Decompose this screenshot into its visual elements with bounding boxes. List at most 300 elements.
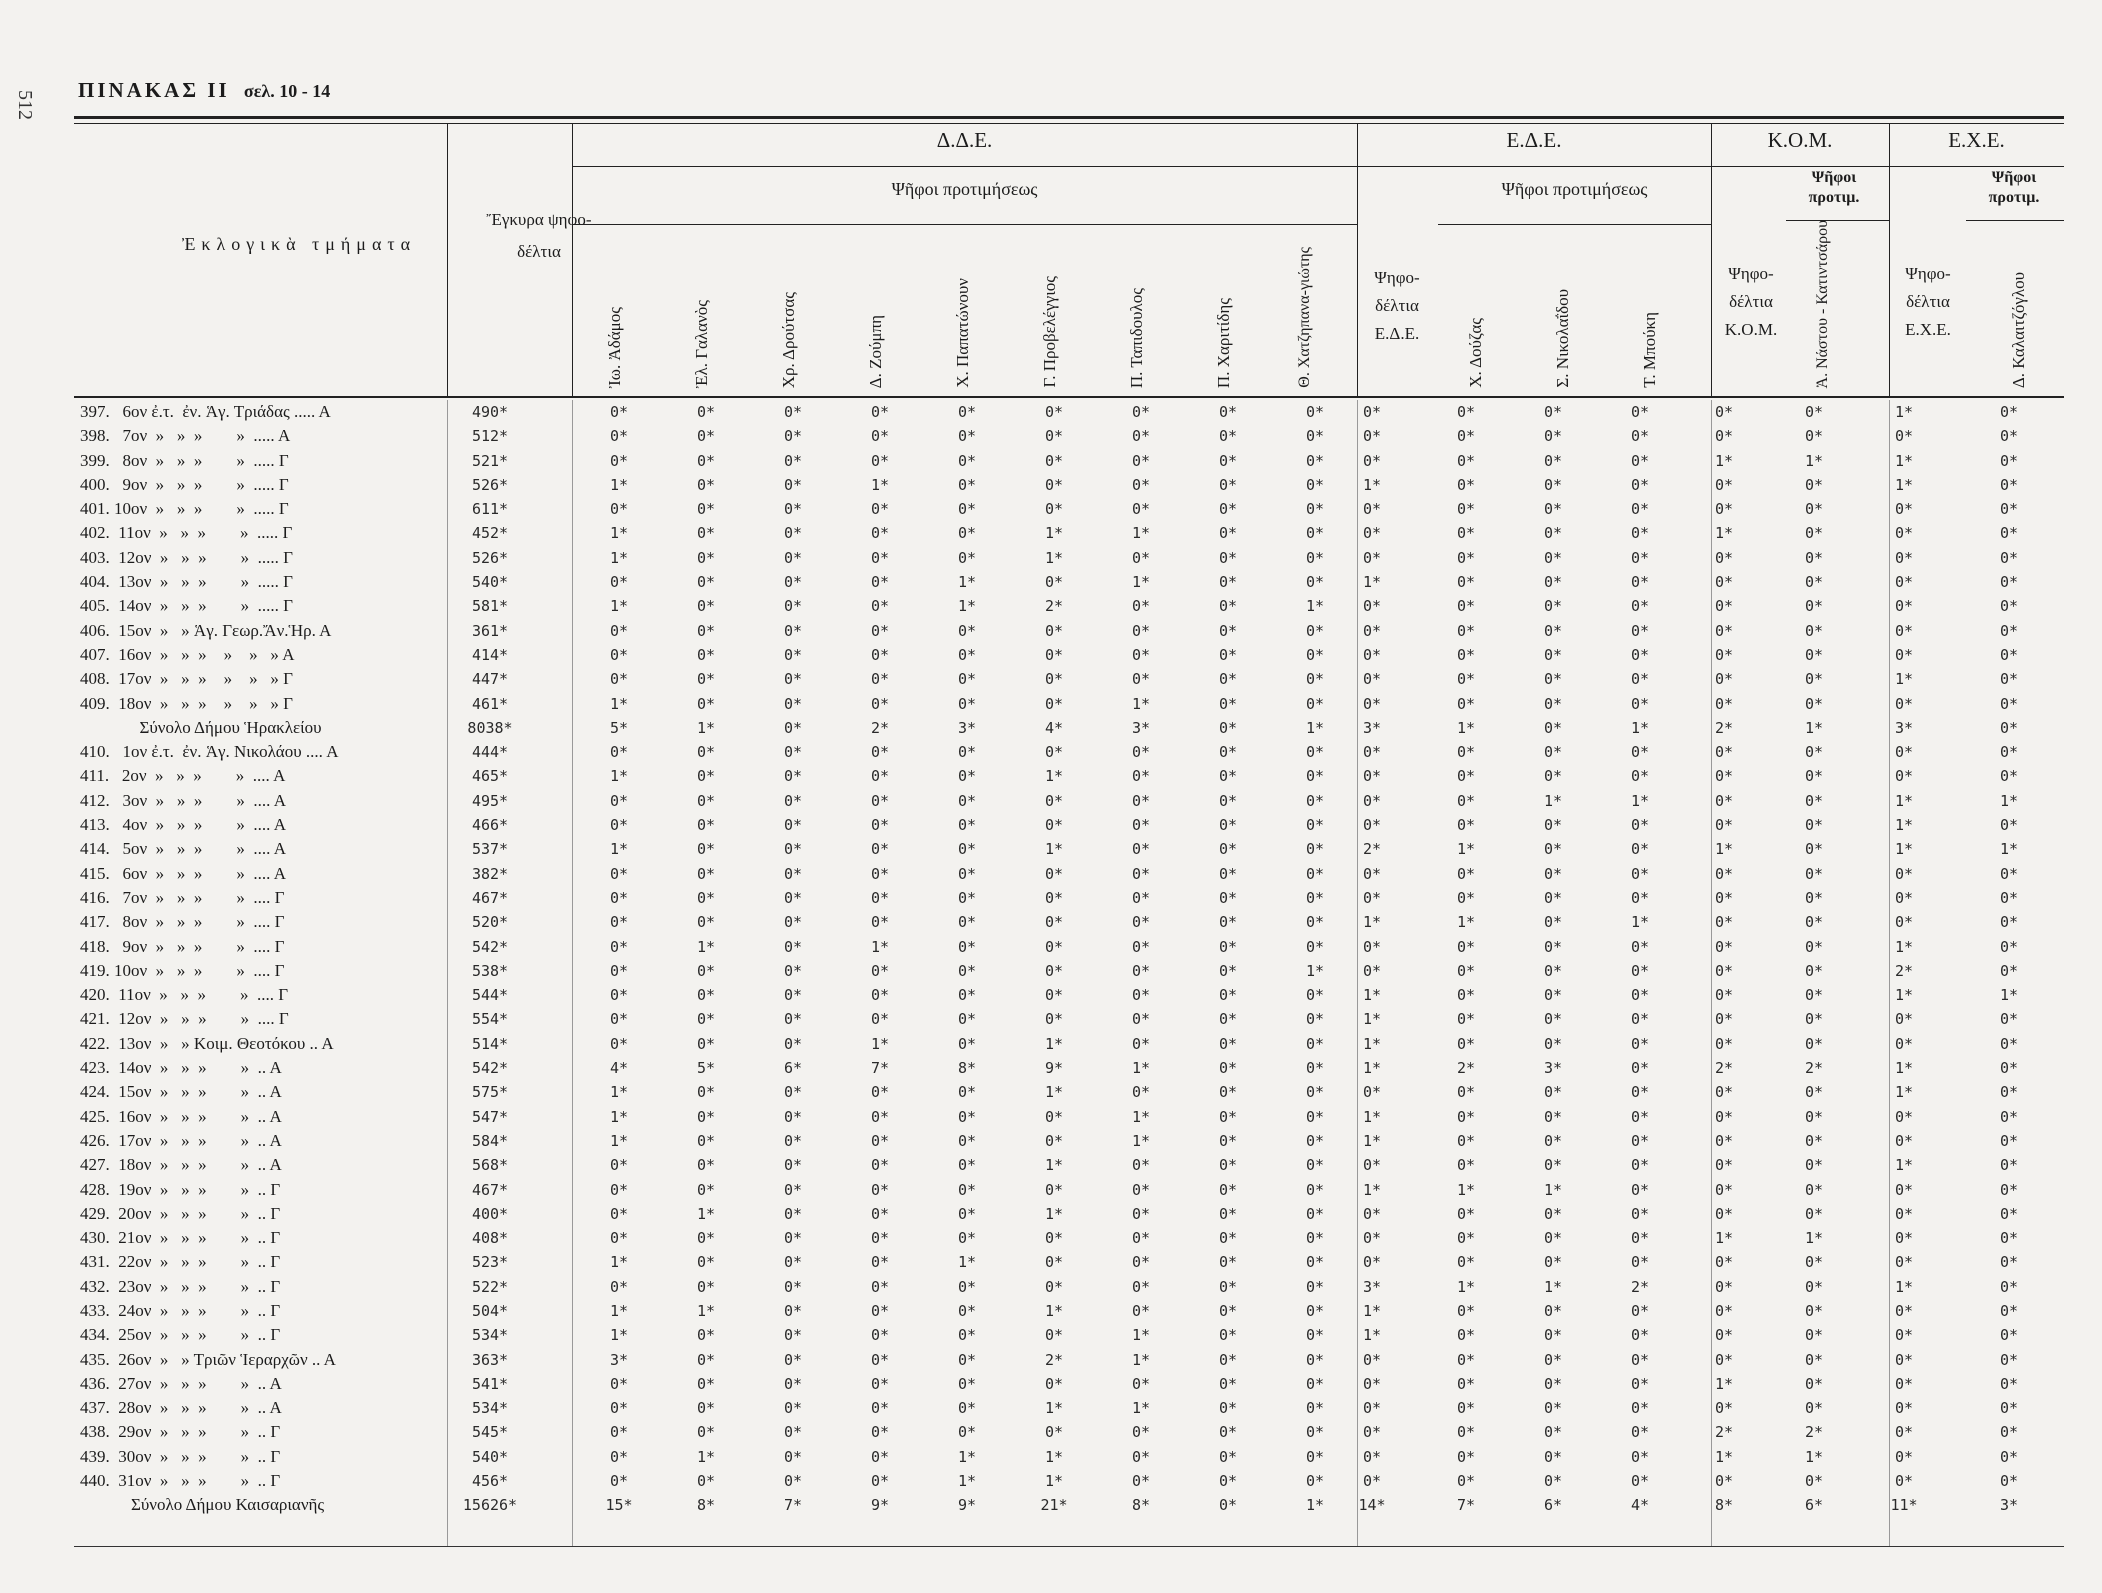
- vote-cell: 1*: [1456, 840, 1476, 859]
- vote-cell: 0*: [1044, 937, 1064, 956]
- vote-cell: 1*: [1305, 1496, 1325, 1515]
- row-label: 407. 16ον » » » » » » Α: [80, 644, 295, 664]
- vote-cell: 0*: [609, 864, 629, 883]
- vote-cell: 0*: [957, 913, 977, 932]
- vote-cell: 0*: [1630, 816, 1650, 835]
- vote-cell: 0*: [1305, 791, 1325, 810]
- vote-cell: 1*: [609, 475, 629, 494]
- vote-cell: 0*: [696, 961, 716, 980]
- vote-cell: 0*: [1894, 1350, 1914, 1369]
- vote-cell: 0*: [1044, 670, 1064, 689]
- vote-cell: 0*: [870, 1107, 890, 1126]
- vote-cell: 0*: [1894, 548, 1914, 567]
- vote-cell: 0*: [696, 1083, 716, 1102]
- vote-cell: 0*: [1714, 500, 1734, 519]
- row-label: Σύνολο Δήμου Καισαριανῆς: [80, 1495, 325, 1515]
- table-row: [74, 764, 2064, 788]
- vote-cell: 0*: [1804, 888, 1824, 907]
- vote-cell: 0*: [957, 1374, 977, 1393]
- vote-cell: 1*: [1131, 1326, 1151, 1345]
- row-label: 425. 16ον » » » » .. Α: [80, 1106, 282, 1126]
- row-label: 433. 24ον » » » » .. Γ: [80, 1300, 281, 1320]
- vote-cell: 0*: [1630, 1423, 1650, 1442]
- table-row: [74, 1007, 2064, 1031]
- vote-cell: 0*: [1543, 913, 1563, 932]
- vote-cell: 0*: [1218, 1229, 1238, 1248]
- vote-cell: 0*: [957, 1010, 977, 1029]
- vote-cell: 0*: [1456, 694, 1476, 713]
- valid-ballots-cell: 444*: [471, 743, 509, 762]
- group-kom: Κ.Ο.Μ.: [1767, 128, 1833, 152]
- vote-cell: 0*: [1999, 1277, 2019, 1296]
- vote-cell: 0*: [1456, 645, 1476, 664]
- vote-cell: 0*: [1362, 743, 1382, 762]
- vote-cell: 0*: [1131, 427, 1151, 446]
- vote-cell: 0*: [1305, 500, 1325, 519]
- vote-cell: 0*: [1131, 1472, 1151, 1491]
- vote-cell: 0*: [696, 1253, 716, 1272]
- col-header-droutsas: Χρ. Δρούτσας: [779, 291, 798, 388]
- vote-cell: 3*: [1362, 1277, 1382, 1296]
- vote-cell: 0*: [1630, 1253, 1650, 1272]
- vote-cell: 0*: [1362, 1350, 1382, 1369]
- vote-cell: 0*: [957, 767, 977, 786]
- vote-cell: 1*: [1362, 1059, 1382, 1078]
- vote-cell: 0*: [783, 1277, 803, 1296]
- row-label: 401. 10ον » » » » ..... Γ: [80, 499, 289, 519]
- vote-cell: 0*: [1543, 1034, 1563, 1053]
- vote-cell: 0*: [1456, 1472, 1476, 1491]
- valid-ballots-cell: 541*: [471, 1374, 509, 1393]
- vote-cell: 0*: [1804, 524, 1824, 543]
- vote-cell: 1*: [1894, 1156, 1914, 1175]
- row-label: 431. 22ον » » » » .. Γ: [80, 1252, 281, 1272]
- vote-cell: 0*: [1804, 961, 1824, 980]
- vote-cell: 0*: [1456, 1131, 1476, 1150]
- vote-cell: 1*: [1543, 791, 1563, 810]
- vote-cell: 0*: [783, 645, 803, 664]
- vote-cell: 0*: [1630, 475, 1650, 494]
- vote-cell: 1*: [1362, 1131, 1382, 1150]
- row-label: 423. 14ον » » » » .. Α: [80, 1058, 282, 1078]
- vote-cell: 0*: [1305, 1447, 1325, 1466]
- row-label: 440. 31ον » » » » .. Γ: [80, 1471, 281, 1491]
- vote-cell: 0*: [1714, 621, 1734, 640]
- row-label: 405. 14ον » » » » ..... Γ: [80, 596, 294, 616]
- vote-cell: 0*: [1804, 548, 1824, 567]
- vote-cell: 0*: [1999, 427, 2019, 446]
- vote-cell: 0*: [1543, 1350, 1563, 1369]
- vote-cell: 1*: [1456, 718, 1476, 737]
- valid-ballots-cell: 465*: [471, 767, 509, 786]
- vote-cell: 0*: [696, 864, 716, 883]
- vote-cell: 0*: [1804, 1399, 1824, 1418]
- vote-cell: 0*: [1044, 986, 1064, 1005]
- vote-cell: 0*: [1999, 1156, 2019, 1175]
- vote-cell: 0*: [1044, 1010, 1064, 1029]
- vote-cell: 0*: [783, 1131, 803, 1150]
- valid-ballots-cell: 8038*: [467, 718, 513, 737]
- vote-cell: 0*: [783, 1301, 803, 1320]
- vote-cell: 1*: [609, 1301, 629, 1320]
- table-row: [74, 692, 2064, 716]
- row-label: 402. 11ον » » » » ..... Γ: [80, 523, 293, 543]
- vote-cell: 0*: [1131, 767, 1151, 786]
- dde-preference-label: Ψῆφοι προτιμήσεως: [891, 179, 1038, 199]
- vote-cell: 0*: [783, 500, 803, 519]
- valid-ballots-cell: 538*: [471, 961, 509, 980]
- vote-cell: 0*: [1305, 645, 1325, 664]
- vote-cell: 0*: [1362, 1472, 1382, 1491]
- vote-cell: 0*: [1999, 694, 2019, 713]
- vote-cell: 0*: [1218, 1447, 1238, 1466]
- vote-cell: 0*: [1131, 864, 1151, 883]
- vote-cell: 1*: [1894, 1083, 1914, 1102]
- vote-cell: 0*: [1804, 767, 1824, 786]
- vote-cell: 0*: [783, 1472, 803, 1491]
- vote-cell: 0*: [1218, 816, 1238, 835]
- vote-cell: 0*: [696, 767, 716, 786]
- vote-cell: 0*: [957, 743, 977, 762]
- vote-cell: 0*: [1894, 913, 1914, 932]
- vote-cell: 0*: [1362, 1374, 1382, 1393]
- vote-cell: 0*: [1456, 1350, 1476, 1369]
- table-row: [74, 1080, 2064, 1104]
- vote-cell: 0*: [1362, 427, 1382, 446]
- vote-cell: 0*: [783, 548, 803, 567]
- vote-cell: 3*: [1362, 718, 1382, 737]
- vote-cell: 0*: [1543, 548, 1563, 567]
- vote-cell: 0*: [1044, 694, 1064, 713]
- vote-cell: 0*: [1218, 1399, 1238, 1418]
- vote-cell: 1*: [609, 597, 629, 616]
- vote-cell: 1*: [957, 1253, 977, 1272]
- col-header-provelengios: Γ. Προβελέγγιος: [1040, 276, 1059, 388]
- vote-cell: 0*: [1894, 888, 1914, 907]
- vote-cell: 0*: [1218, 913, 1238, 932]
- table-row: [74, 1348, 2064, 1372]
- row-label: 399. 8ον » » » » ..... Γ: [80, 450, 289, 470]
- vote-cell: 1*: [1894, 670, 1914, 689]
- vote-cell: 0*: [696, 1472, 716, 1491]
- vote-cell: 0*: [957, 524, 977, 543]
- vote-cell: 0*: [1804, 1107, 1824, 1126]
- vote-cell: 1*: [1131, 1107, 1151, 1126]
- valid-ballots-cell: 537*: [471, 840, 509, 859]
- vote-cell: 0*: [1804, 1010, 1824, 1029]
- vote-cell: 0*: [870, 1253, 890, 1272]
- vote-cell: 0*: [1714, 427, 1734, 446]
- vote-cell: 0*: [1630, 1180, 1650, 1199]
- header-rule: [1438, 224, 1711, 225]
- vote-cell: 0*: [1630, 597, 1650, 616]
- row-label: 435. 26ον » » Τριῶν Ἱεραρχῶν .. Α: [80, 1349, 336, 1369]
- vote-cell: 0*: [957, 1131, 977, 1150]
- vote-cell: 0*: [783, 451, 803, 470]
- vote-cell: 0*: [1044, 1277, 1064, 1296]
- row-label: 434. 25ον » » » » .. Γ: [80, 1325, 281, 1345]
- vote-cell: 0*: [783, 427, 803, 446]
- vote-cell: 0*: [1894, 1034, 1914, 1053]
- vote-cell: 0*: [1131, 1010, 1151, 1029]
- vote-cell: 1*: [1630, 913, 1650, 932]
- vote-cell: 1*: [1362, 913, 1382, 932]
- header-divider: [447, 124, 448, 396]
- vote-cell: 0*: [696, 548, 716, 567]
- vote-cell: 0*: [696, 986, 716, 1005]
- results-table-body: [74, 400, 2064, 1518]
- vote-cell: 0*: [1543, 1253, 1563, 1272]
- vote-cell: 0*: [609, 427, 629, 446]
- vote-cell: 0*: [609, 1374, 629, 1393]
- vote-cell: 0*: [1714, 597, 1734, 616]
- vote-cell: 1*: [1543, 1180, 1563, 1199]
- vote-cell: 0*: [783, 573, 803, 592]
- vote-cell: 0*: [1456, 573, 1476, 592]
- vote-cell: 1*: [1894, 816, 1914, 835]
- vote-cell: 0*: [1131, 1423, 1151, 1442]
- vote-cell: 0*: [696, 1399, 716, 1418]
- vote-cell: 0*: [1305, 1350, 1325, 1369]
- vote-cell: 0*: [1456, 670, 1476, 689]
- vote-cell: 1*: [957, 1472, 977, 1491]
- table-row: [74, 594, 2064, 618]
- vote-cell: 0*: [870, 524, 890, 543]
- vote-cell: 0*: [1305, 986, 1325, 1005]
- vote-cell: 0*: [1218, 524, 1238, 543]
- vote-cell: 1*: [1362, 1010, 1382, 1029]
- vote-cell: 0*: [1044, 427, 1064, 446]
- vote-cell: 0*: [1456, 1083, 1476, 1102]
- vote-cell: 0*: [1543, 961, 1563, 980]
- row-label: 414. 5ον » » » » .... Α: [80, 839, 287, 859]
- vote-cell: 0*: [783, 718, 803, 737]
- vote-cell: 0*: [1218, 1083, 1238, 1102]
- table-row: [74, 1299, 2064, 1323]
- vote-cell: 0*: [870, 816, 890, 835]
- vote-cell: 1*: [1044, 1156, 1064, 1175]
- vote-cell: 0*: [957, 1034, 977, 1053]
- row-label: 438. 29ον » » » » .. Γ: [80, 1422, 281, 1442]
- vote-cell: 0*: [1630, 403, 1650, 421]
- vote-cell: 0*: [783, 1107, 803, 1126]
- row-label: 432. 23ον » » » » .. Γ: [80, 1276, 281, 1296]
- vote-cell: 1*: [696, 1301, 716, 1320]
- row-label: 428. 19ον » » » » .. Γ: [80, 1179, 281, 1199]
- exe-preference-label: Ψῆφοι προτιμ.: [1988, 169, 2040, 206]
- vote-cell: 0*: [783, 670, 803, 689]
- vote-cell: 0*: [1894, 767, 1914, 786]
- vote-cell: 0*: [870, 403, 890, 421]
- vote-cell: 1*: [609, 548, 629, 567]
- table-row: [74, 521, 2064, 545]
- vote-cell: 2*: [1044, 597, 1064, 616]
- vote-cell: 0*: [1362, 1229, 1382, 1248]
- vote-cell: 1*: [1044, 548, 1064, 567]
- table-row: [74, 1420, 2064, 1444]
- vote-cell: 0*: [696, 1156, 716, 1175]
- vote-cell: 0*: [1218, 621, 1238, 640]
- vote-cell: 0*: [1543, 1374, 1563, 1393]
- table-row: [74, 910, 2064, 934]
- vote-cell: 0*: [957, 1180, 977, 1199]
- vote-cell: 0*: [1218, 961, 1238, 980]
- vote-cell: 0*: [1044, 791, 1064, 810]
- vote-cell: 0*: [1894, 1472, 1914, 1491]
- vote-cell: 0*: [1131, 1034, 1151, 1053]
- vote-cell: 0*: [1218, 670, 1238, 689]
- vote-cell: 1*: [1894, 403, 1914, 421]
- vote-cell: 1*: [696, 1204, 716, 1223]
- vote-cell: 0*: [696, 500, 716, 519]
- vote-cell: 0*: [1218, 1496, 1238, 1515]
- row-label: 436. 27ον » » » » .. Α: [80, 1373, 282, 1393]
- vote-cell: 0*: [1630, 1301, 1650, 1320]
- vote-cell: 0*: [1543, 1083, 1563, 1102]
- vote-cell: 0*: [1714, 1253, 1734, 1272]
- vote-cell: 0*: [1044, 1374, 1064, 1393]
- vote-cell: 0*: [1630, 670, 1650, 689]
- vote-cell: 0*: [1362, 816, 1382, 835]
- vote-cell: 0*: [1131, 670, 1151, 689]
- vote-cell: 0*: [1714, 670, 1734, 689]
- col-header-exe-ballots: Ψηφο- δέλτια Ε.Χ.Ε.: [1905, 264, 1951, 339]
- vote-cell: 0*: [1999, 1083, 2019, 1102]
- vote-cell: 0*: [1999, 1399, 2019, 1418]
- vote-cell: 0*: [870, 694, 890, 713]
- vote-cell: 0*: [1305, 1229, 1325, 1248]
- vote-cell: 0*: [1714, 913, 1734, 932]
- vote-cell: 0*: [783, 816, 803, 835]
- vote-cell: 1*: [1044, 1034, 1064, 1053]
- vote-cell: 0*: [957, 500, 977, 519]
- vote-cell: 0*: [1218, 548, 1238, 567]
- vote-cell: 0*: [1131, 961, 1151, 980]
- vote-cell: 0*: [1543, 573, 1563, 592]
- kom-preference-label: Ψῆφοι προτιμ.: [1808, 169, 1860, 206]
- vote-cell: 0*: [1714, 961, 1734, 980]
- vote-cell: 0*: [1456, 1204, 1476, 1223]
- table-row: [74, 1202, 2064, 1226]
- vote-cell: 0*: [1218, 1107, 1238, 1126]
- vote-cell: 0*: [1131, 937, 1151, 956]
- vote-cell: 0*: [1218, 403, 1238, 421]
- vote-cell: 0*: [1714, 573, 1734, 592]
- vote-cell: 0*: [1714, 1301, 1734, 1320]
- vote-cell: 0*: [1362, 403, 1382, 421]
- table-row: [74, 740, 2064, 764]
- vote-cell: 0*: [1305, 1423, 1325, 1442]
- vote-cell: 0*: [1456, 937, 1476, 956]
- vote-cell: 0*: [1456, 1423, 1476, 1442]
- vote-cell: 0*: [957, 791, 977, 810]
- vote-cell: 0*: [609, 670, 629, 689]
- vote-cell: 0*: [1456, 1010, 1476, 1029]
- vote-cell: 1*: [957, 597, 977, 616]
- vote-cell: 9*: [870, 1496, 890, 1515]
- vote-cell: 1*: [1894, 475, 1914, 494]
- vote-cell: 0*: [870, 1350, 890, 1369]
- header-bottom-rule: [74, 396, 2064, 398]
- vote-cell: 0*: [609, 937, 629, 956]
- vote-cell: 0*: [1630, 743, 1650, 762]
- col-header-kalaitzoglou: Δ. Καλαιτζόγλου: [2009, 271, 2028, 388]
- vote-cell: 8*: [696, 1496, 716, 1515]
- vote-cell: 0*: [1894, 524, 1914, 543]
- vote-cell: 0*: [1894, 621, 1914, 640]
- vote-cell: 0*: [1305, 767, 1325, 786]
- row-label: 421. 12ον » » » » .... Γ: [80, 1009, 289, 1029]
- table-row: [74, 959, 2064, 983]
- vote-cell: 6*: [783, 1059, 803, 1078]
- vote-cell: 0*: [696, 743, 716, 762]
- vote-cell: 0*: [1362, 500, 1382, 519]
- vote-cell: 8*: [957, 1059, 977, 1078]
- vote-cell: 0*: [609, 1204, 629, 1223]
- table-row: [74, 983, 2064, 1007]
- vote-cell: 0*: [1630, 888, 1650, 907]
- vote-cell: 0*: [1543, 1447, 1563, 1466]
- valid-ballots-cell: 568*: [471, 1156, 509, 1175]
- vote-cell: 0*: [1804, 1253, 1824, 1272]
- vote-cell: 0*: [1044, 1131, 1064, 1150]
- vote-cell: 0*: [1999, 816, 2019, 835]
- vote-cell: 21*: [1040, 1496, 1068, 1515]
- vote-cell: 0*: [1044, 1253, 1064, 1272]
- header-rule: [572, 166, 2064, 167]
- vote-cell: 0*: [1999, 1374, 2019, 1393]
- valid-ballots-cell: 581*: [471, 597, 509, 616]
- vote-cell: 0*: [870, 1301, 890, 1320]
- valid-ballots-cell: 547*: [471, 1107, 509, 1126]
- vote-cell: 1*: [1804, 718, 1824, 737]
- vote-cell: 0*: [1543, 1229, 1563, 1248]
- header-rule: [572, 224, 1357, 225]
- vote-cell: 0*: [1218, 500, 1238, 519]
- table-row: [74, 1105, 2064, 1129]
- vote-cell: 0*: [870, 548, 890, 567]
- vote-cell: 1*: [1131, 1399, 1151, 1418]
- vote-cell: 0*: [1305, 670, 1325, 689]
- page-number: 512: [14, 90, 36, 120]
- vote-cell: 0*: [1804, 743, 1824, 762]
- vote-cell: 1*: [1999, 840, 2019, 859]
- vote-cell: 0*: [870, 1423, 890, 1442]
- vote-cell: 1*: [609, 1107, 629, 1126]
- vote-cell: 2*: [1630, 1277, 1650, 1296]
- vote-cell: 0*: [1804, 500, 1824, 519]
- vote-cell: 0*: [783, 1034, 803, 1053]
- vote-cell: 0*: [1218, 475, 1238, 494]
- vote-cell: 0*: [1218, 986, 1238, 1005]
- vote-cell: 1*: [1044, 524, 1064, 543]
- vote-cell: 0*: [1543, 743, 1563, 762]
- vote-cell: 0*: [1630, 1034, 1650, 1053]
- vote-cell: 0*: [1714, 937, 1734, 956]
- vote-cell: 0*: [1543, 1472, 1563, 1491]
- vote-cell: 0*: [1305, 1010, 1325, 1029]
- vote-cell: 1*: [1804, 451, 1824, 470]
- vote-cell: 0*: [696, 524, 716, 543]
- vote-cell: 0*: [1999, 767, 2019, 786]
- vote-cell: 0*: [609, 1229, 629, 1248]
- vote-cell: 0*: [1714, 475, 1734, 494]
- vote-cell: 0*: [1044, 1326, 1064, 1345]
- vote-cell: 1*: [1456, 1180, 1476, 1199]
- vote-cell: 0*: [957, 427, 977, 446]
- vote-cell: 0*: [1456, 1156, 1476, 1175]
- vote-cell: 1*: [957, 573, 977, 592]
